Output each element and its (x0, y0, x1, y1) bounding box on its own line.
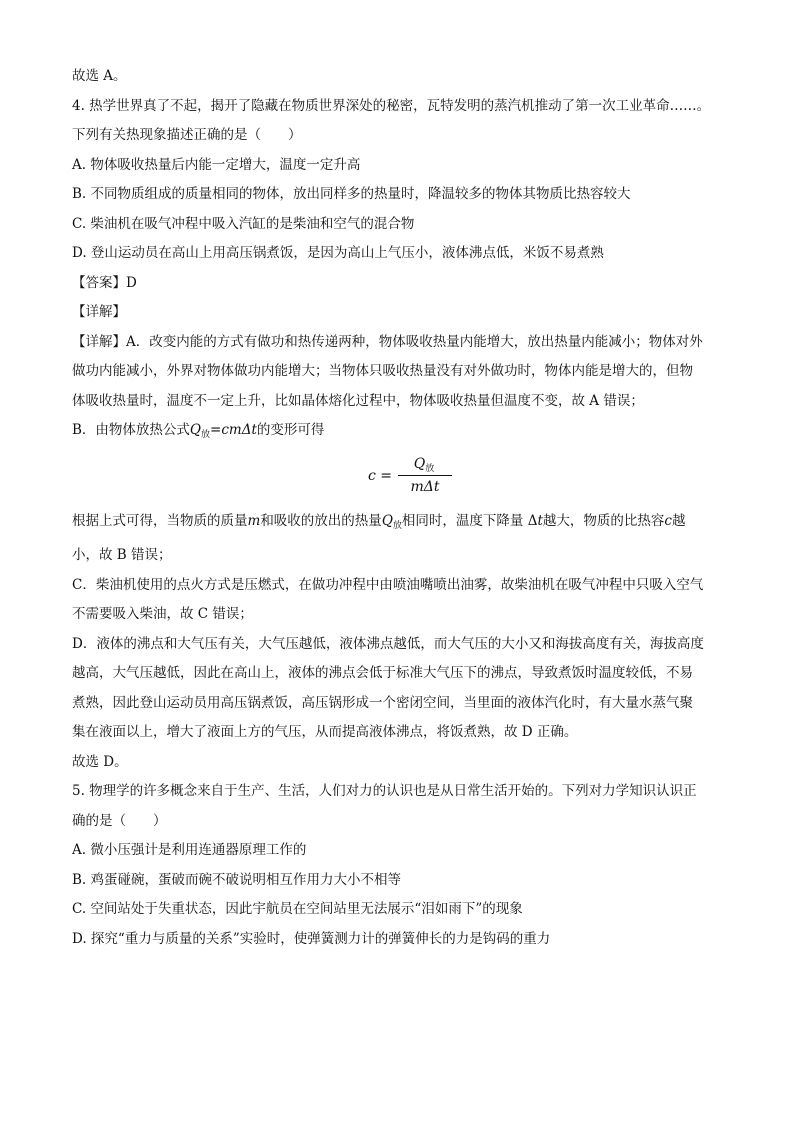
detail-d-line-3: 煮熟，因此登山运动员用高压锅煮饭，高压锅形成一个密闭空间，当里面的液体汽化时，有大量水蒸气聚 (72, 694, 693, 711)
detail-b-prefix: B．由物体放热公式 (72, 422, 190, 438)
formula-inline-sub: 放 (201, 430, 211, 440)
detail-b-2-text-d: 越大，物质的比热容 (542, 512, 665, 529)
detail-b-2-text-a: 根据上式可得，当物质的质量 (72, 512, 248, 529)
detail-d-line-1: D．液体的沸点和大气压有关，大气压越低，液体沸点越低，而大气压的大小又和海拔高度有关，海拔高度 (72, 635, 704, 652)
question-5-option-d: D. 探究“重力与质量的关系”实验时，使弹簧测力计的弹簧伸长的力是钩码的重力 (72, 930, 551, 947)
question-5-option-a: A. 微小压强计是利用连通器原理工作的 (72, 842, 307, 858)
question-4-stem-line-2: 下列有关热现象描述正确的是（ ） (72, 127, 302, 143)
prev-conclusion: 故选 A。 (72, 68, 127, 84)
fraction-bar (398, 475, 452, 476)
var-q: Q (381, 512, 393, 529)
question-4-option-d: D. 登山运动员在高山上用高压锅煮饭，是因为高山上气压小，液体沸点低，米饭不易煮熟 (72, 245, 604, 261)
var-t: t (537, 512, 543, 529)
var-c: c (664, 512, 672, 529)
detail-b-2-text-e: 越 (671, 512, 686, 529)
answer-tag: 【答案】 (72, 274, 126, 291)
question-4-conclusion: 故选 D。 (72, 753, 128, 770)
question-4-option-a: A. 物体吸收热量后内能一定增大，温度一定升高 (72, 156, 361, 173)
display-formula (72, 451, 722, 507)
detail-b-line-2 (72, 507, 722, 542)
question-5-option-c: C. 空间站处于失重状态，因此宇航员在空间站里无法展示“泪如雨下”的现象 (72, 901, 523, 917)
detail-a-line-2: 做功内能减小，外界对物体做功内能增大；当物体只吸收热量没有对外做功时，物体内能是增大的，但物 (72, 363, 693, 379)
formula-num-q: Q (413, 455, 426, 472)
detail-d-line-4: 集在液面以上，增大了液面上方的气压，从而提高液体沸点，将饭煮熟，故 D 正确。 (72, 724, 578, 740)
formula-inline-q: Q (189, 422, 201, 438)
detail-c-line-1: C．柴油机使用的点火方式是压燃式，在做功冲程中由喷油嘴喷出油雾，故柴油机在吸气冲程中只吸入空气 (72, 576, 704, 593)
answer-line (72, 269, 722, 299)
detail-b-2-text-c: 相同时，温度下降量 Δ (401, 512, 538, 529)
detail-a-line-3: 体吸收热量时，温度不一定上升，比如晶体熔化过程中，物体吸收热量但温度不变，故 A 错误； (72, 392, 644, 409)
answer-value: D (126, 274, 137, 291)
var-q-sub: 放 (392, 520, 402, 531)
detail-heading: 【详解】 (72, 304, 126, 320)
question-4-option-c: C. 柴油机在吸气冲程中吸入汽缸的是柴油和空气的混合物 (72, 215, 415, 232)
detail-b-line-1 (72, 416, 722, 451)
detail-d-line-2: 越高，大气压越低，因此在高山上，液体的沸点会低于标准大气压下的沸点，导致煮饭时温度较低，不易 (72, 665, 693, 681)
formula-denominator: mΔt (410, 478, 440, 495)
var-m: m (247, 512, 261, 529)
detail-c-line-2: 不需要吸入柴油，故 C 错误； (72, 606, 253, 622)
formula-lhs: c = (368, 467, 393, 484)
detail-b-suffix: 的变形可得 (256, 422, 325, 438)
question-5-stem-line-2: 确的是（ ） (72, 812, 167, 829)
detail-a-line-1: 【详解】A．改变内能的方式有做功和热传递两种，物体吸收热量内能增大，放出热量内能减小；物体对外 (72, 333, 703, 350)
question-4-option-b: B. 不同物质组成的质量相同的物体，放出同样多的热量时，降温较多的物体其物质比热容较大 (72, 186, 631, 202)
formula-inline-rest: =cmΔt (210, 422, 257, 438)
question-4-stem-line-1: 4. 热学世界真了不起，揭开了隐藏在物质世界深处的秘密，瓦特发明的蒸汽机推动了第一次工业革命……。 (72, 97, 711, 114)
question-5-stem-line-1: 5. 物理学的许多概念来自于生产、生活，人们对力的认识也是从日常生活开始的。下列对力学知识认识正 (72, 783, 697, 799)
formula-num-sub: 放 (425, 463, 435, 474)
question-5-option-b: B. 鸡蛋碰碗，蛋破而碗不破说明相互作用力大小不相等 (72, 871, 402, 888)
detail-b-2-text-b: 和吸收的放出的热量 (260, 512, 382, 529)
document-body (72, 62, 722, 954)
detail-b-line-3: 小，故 B 错误； (72, 547, 172, 563)
